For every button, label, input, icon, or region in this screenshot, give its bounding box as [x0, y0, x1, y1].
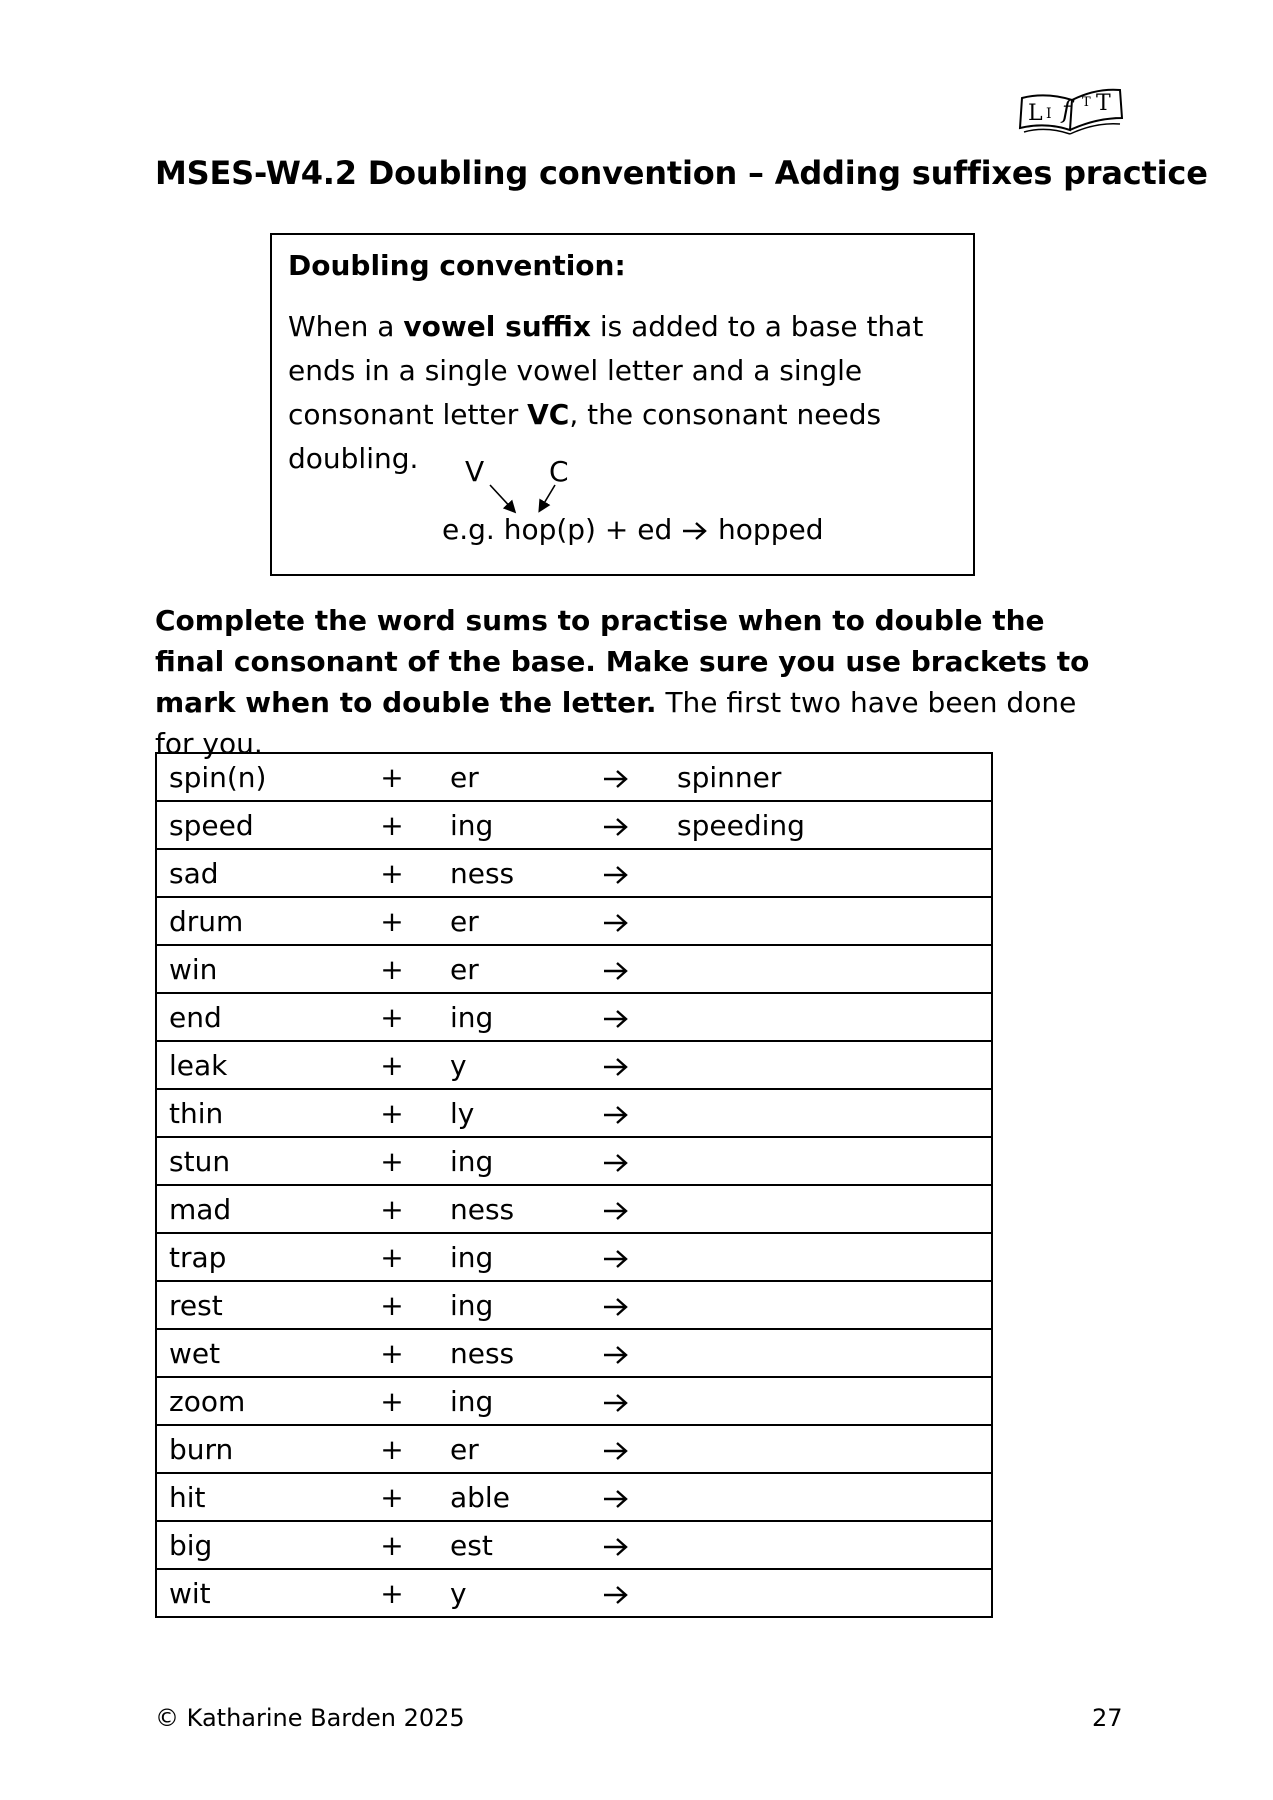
arrow-cell: [602, 1281, 652, 1329]
plus-sign: +: [354, 945, 430, 993]
plus-sign: +: [354, 1089, 430, 1137]
word-sum-row: [156, 1041, 992, 1089]
word-sum-base: wet: [156, 1329, 354, 1377]
arrow-cell: [602, 801, 652, 849]
rule-text-part2: is added to a base that ends in a single vowel letter and a single consonant letter: [288, 310, 924, 431]
rule-text-part3: , the consonant needs doubling.: [288, 398, 882, 475]
word-sum-answer[interactable]: [652, 1521, 992, 1569]
rule-heading: Doubling convention:: [288, 249, 626, 282]
word-sum-suffix: able: [430, 1473, 602, 1521]
word-sum-answer[interactable]: speeding: [652, 801, 992, 849]
word-sum-row: [156, 1377, 992, 1425]
plus-sign: +: [354, 1233, 430, 1281]
arrow-cell: [602, 1425, 652, 1473]
word-sum-row: [156, 993, 992, 1041]
doubling-example: [272, 455, 977, 575]
word-sum-answer[interactable]: [652, 1473, 992, 1521]
arrow-cell: [602, 1569, 652, 1617]
svg-text:L: L: [1028, 101, 1043, 126]
plus-sign: +: [354, 1137, 430, 1185]
word-sum-base: burn: [156, 1425, 354, 1473]
footer-page-number: 27: [1092, 1704, 1123, 1732]
arrow-cell: [602, 1089, 652, 1137]
word-sum-suffix: ing: [430, 1233, 602, 1281]
word-sum-suffix: ing: [430, 1281, 602, 1329]
example-v-label: V: [465, 455, 485, 488]
word-sum-base: speed: [156, 801, 354, 849]
right-arrow-icon: [602, 768, 630, 790]
plus-sign: +: [354, 801, 430, 849]
word-sum-row: [156, 849, 992, 897]
word-sum-base: spin(n): [156, 753, 354, 801]
word-sum-answer[interactable]: [652, 1569, 992, 1617]
right-arrow-icon: [681, 520, 709, 542]
footer-copyright: © Katharine Barden 2025: [155, 1704, 465, 1732]
word-sum-base: drum: [156, 897, 354, 945]
instructions: [155, 600, 1115, 764]
plus-sign: +: [354, 1041, 430, 1089]
arrow-cell: [602, 1137, 652, 1185]
word-sum-base: sad: [156, 849, 354, 897]
right-arrow-icon: [602, 1248, 630, 1270]
arrow-cell: [602, 1377, 652, 1425]
svg-text:f: f: [1062, 96, 1071, 124]
word-sum-suffix: ing: [430, 1377, 602, 1425]
word-sum-answer[interactable]: [652, 1089, 992, 1137]
word-sum-base: rest: [156, 1281, 354, 1329]
word-sum-answer[interactable]: [652, 849, 992, 897]
word-sum-row: [156, 1233, 992, 1281]
example-line: [442, 513, 823, 546]
svg-text:T: T: [1082, 95, 1091, 110]
word-sum-base: thin: [156, 1089, 354, 1137]
word-sum-row: [156, 1521, 992, 1569]
c-pointer-arrow: [540, 485, 555, 510]
right-arrow-icon: [602, 1008, 630, 1030]
word-sum-answer[interactable]: [652, 1041, 992, 1089]
word-sum-row: [156, 1329, 992, 1377]
plus-sign: +: [354, 1185, 430, 1233]
word-sum-answer[interactable]: [652, 1137, 992, 1185]
word-sum-suffix: er: [430, 945, 602, 993]
svg-text:T: T: [1096, 91, 1111, 116]
right-arrow-icon: [602, 1056, 630, 1078]
plus-sign: +: [354, 1569, 430, 1617]
word-sum-row: [156, 1473, 992, 1521]
word-sum-row: [156, 945, 992, 993]
right-arrow-icon: [602, 912, 630, 934]
right-arrow-icon: [602, 1488, 630, 1510]
word-sum-row: [156, 1137, 992, 1185]
word-sum-answer[interactable]: spinner: [652, 753, 992, 801]
word-sum-row: [156, 1089, 992, 1137]
word-sum-answer[interactable]: [652, 1185, 992, 1233]
plus-sign: +: [354, 753, 430, 801]
arrow-cell: [602, 993, 652, 1041]
word-sum-answer[interactable]: [652, 1281, 992, 1329]
word-sum-suffix: ing: [430, 1137, 602, 1185]
word-sum-answer[interactable]: [652, 1377, 992, 1425]
plus-sign: +: [354, 1521, 430, 1569]
lift-logo: [1016, 78, 1126, 138]
word-sum-suffix: ing: [430, 993, 602, 1041]
word-sum-suffix: ness: [430, 1329, 602, 1377]
plus-sign: +: [354, 1473, 430, 1521]
word-sum-suffix: ness: [430, 849, 602, 897]
word-sum-row: [156, 897, 992, 945]
page-title: MSES-W4.2 Doubling convention – Adding suffixes practice: [155, 154, 1208, 192]
plus-sign: +: [354, 993, 430, 1041]
arrow-cell: [602, 1233, 652, 1281]
word-sum-base: hit: [156, 1473, 354, 1521]
word-sum-base: leak: [156, 1041, 354, 1089]
word-sum-suffix: ing: [430, 801, 602, 849]
plus-sign: +: [354, 1425, 430, 1473]
plus-sign: +: [354, 1377, 430, 1425]
word-sums-table: [155, 752, 993, 1618]
example-c-label: C: [549, 455, 569, 488]
word-sum-row: [156, 1185, 992, 1233]
word-sum-base: zoom: [156, 1377, 354, 1425]
instructions-plain: The first two have been done for you.: [155, 686, 1077, 760]
right-arrow-icon: [602, 960, 630, 982]
word-sum-answer[interactable]: [652, 945, 992, 993]
arrow-cell: [602, 1185, 652, 1233]
right-arrow-icon: [602, 1200, 630, 1222]
right-arrow-icon: [602, 1584, 630, 1606]
rule-text-bold-vc: VC: [527, 398, 570, 431]
arrow-cell: [602, 945, 652, 993]
arrow-cell: [602, 897, 652, 945]
right-arrow-icon: [602, 816, 630, 838]
word-sum-answer[interactable]: [652, 1233, 992, 1281]
word-sum-row: [156, 1425, 992, 1473]
arrow-cell: [602, 1041, 652, 1089]
plus-sign: +: [354, 897, 430, 945]
right-arrow-icon: [602, 1104, 630, 1126]
word-sum-row: [156, 801, 992, 849]
plus-sign: +: [354, 1281, 430, 1329]
word-sum-base: end: [156, 993, 354, 1041]
svg-text:I: I: [1046, 106, 1052, 122]
word-sum-suffix: er: [430, 897, 602, 945]
right-arrow-icon: [602, 1392, 630, 1414]
word-sum-answer[interactable]: [652, 897, 992, 945]
word-sum-base: mad: [156, 1185, 354, 1233]
word-sum-base: trap: [156, 1233, 354, 1281]
rule-text-bold-vowel-suffix: vowel suffix: [403, 310, 591, 343]
v-pointer-arrow: [490, 485, 514, 511]
logo-text: [1016, 78, 1126, 138]
word-sum-base: big: [156, 1521, 354, 1569]
word-sum-answer[interactable]: [652, 1425, 992, 1473]
instructions-bold: Complete the word sums to practise when to double the final consonant of the base. Make sure you use brackets to mark when to double the letter.: [155, 604, 1090, 719]
word-sum-suffix: y: [430, 1569, 602, 1617]
word-sum-suffix: er: [430, 1425, 602, 1473]
arrow-cell: [602, 1521, 652, 1569]
example-result: hopped: [709, 513, 824, 546]
word-sum-suffix: est: [430, 1521, 602, 1569]
right-arrow-icon: [602, 1440, 630, 1462]
doubling-convention-box: [270, 233, 975, 576]
arrow-cell: [602, 1329, 652, 1377]
word-sum-row: [156, 1569, 992, 1617]
word-sum-base: win: [156, 945, 354, 993]
rule-text-part1: When a: [288, 310, 404, 343]
plus-sign: +: [354, 849, 430, 897]
word-sum-suffix: ness: [430, 1185, 602, 1233]
word-sum-suffix: er: [430, 753, 602, 801]
word-sum-suffix: y: [430, 1041, 602, 1089]
right-arrow-icon: [602, 1296, 630, 1318]
arrow-cell: [602, 849, 652, 897]
right-arrow-icon: [602, 1536, 630, 1558]
word-sum-answer[interactable]: [652, 1329, 992, 1377]
word-sum-row: [156, 753, 992, 801]
right-arrow-icon: [602, 1344, 630, 1366]
word-sum-row: [156, 1281, 992, 1329]
word-sum-base: wit: [156, 1569, 354, 1617]
plus-sign: +: [354, 1329, 430, 1377]
right-arrow-icon: [602, 864, 630, 886]
right-arrow-icon: [602, 1152, 630, 1174]
word-sum-suffix: ly: [430, 1089, 602, 1137]
arrow-cell: [602, 1473, 652, 1521]
example-prefix: e.g. hop(p) + ed: [442, 513, 682, 546]
word-sum-answer[interactable]: [652, 993, 992, 1041]
arrow-cell: [602, 753, 652, 801]
word-sum-base: stun: [156, 1137, 354, 1185]
